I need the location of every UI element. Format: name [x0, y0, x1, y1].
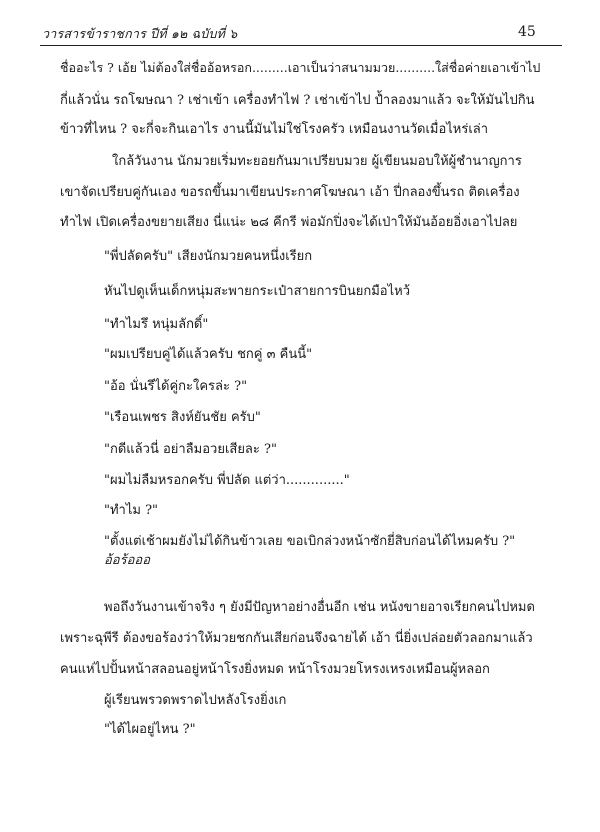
body-line: หันไปดูเห็นเด็กหนุ่มสะพายกระเป๋าสายการบินยกมือไหว้ — [104, 284, 411, 299]
body-line: กี่แล้วนั่น รถโฆษณา ? เช่าเข้า เครื่องทำไฟ ? เช่าเข้าไป ป้ำลองมาแล้ว จะให้มันไปกิน — [60, 93, 535, 108]
body-line: "ได้ไผอยู่ไหน ?" — [104, 722, 196, 737]
body-line: "อ้อ นั่นรึได้คู่กะใครล่ะ ?" — [104, 379, 248, 394]
page-number: 45 — [518, 24, 536, 40]
body-line: ใกล้วันงาน นักมวยเริ่มทะยอยกันมาเปรียบมวย ผู้เขียนมอบให้ผู้ชำนาญการ — [112, 154, 522, 169]
body-line: ชื่ออะไร ? เอ้ย ไม่ต้องใส่ชื่ออ้อหรอก.........เอาเป็นว่าสนามมวย..........ใส่ชื่อค่ายเอาเข้าไป — [60, 60, 541, 75]
header-title: วารสารข้าราชการ ปีที่ ๑๒ ฉบับที่ ๖ — [42, 26, 238, 41]
body-line: เพราะฉุพีรี ต้องขอร้องว่าให้มวยชกกันเสียก่อนจึงฉายได้ เอ้า นี่ยิ่งเปล่อยตัวลอกมาแล้ว — [60, 631, 533, 646]
body-line: พอถึงวันงานเข้าจริง ๆ ยังมีปัญหาอย่างอื่นอีก เช่น หนังขายอาจเรียกคนไปหมด — [104, 600, 535, 615]
body-line: "ทำไม ?" — [104, 503, 159, 518]
body-line: คนแห่ไปปั้นหน้าสลอนอยู่หน้าโรงยิ่งหมด หน้าโรงมวยโหรงเหรงเหมือนผู้หลอก — [60, 662, 490, 677]
body-line: "ตั้งแต่เช้าผมยังไม่ได้กินข้าวเลย ขอเบิกล่วงหน้าซักยี่สิบก่อนได้ไหมครับ ?" — [104, 534, 516, 549]
body-line: อ้อร้อออ — [104, 553, 151, 568]
body-line: "ผมเปรียบคู่ได้แล้วครับ ชกคู่ ๓ คืนนี้" — [104, 347, 313, 362]
body-line: "พี่ปลัดครับ" เสียงนักมวยคนหนึ่งเรียก — [104, 249, 313, 264]
header-rule — [40, 45, 562, 46]
body-line: ทำไฟ เปิดเครื่องขยายเสียง นี่แน่ะ ๒๘ คีกรี พ่อมักปิ่งจะได้เป่าให้มันอ้อยอิ่งเอาไปลย — [60, 215, 518, 230]
body-line: "ทำไมรึ หนุ่มลักดิ์" — [104, 317, 209, 332]
body-line: "กดีแล้วนี่ อย่าลืมอวยเสียละ ?" — [104, 442, 277, 457]
body-line: เขาจัดเปรียบคู่กันเอง ขอรถขึ้นมาเขียนประกาศโฆษณา เอ้า ปี่กลองขึ้นรถ ติดเครื่อง — [60, 185, 520, 200]
body-line: ผู้เรียนพรวดพราดไปหลังโรงยิ่งเก — [104, 693, 287, 708]
body-line: ข้าวที่ไหน ? จะกี่จะกินเอาไร งานนี้มันไม่ใช่โรงครัว เหมือนงานวัดเมื่อไหร่เล่า — [60, 122, 489, 137]
body-line: "เรือนเพชร สิงห์ยันชัย ครับ" — [104, 410, 261, 425]
body-line: "ผมไม่ลืมหรอกครับ พี่ปลัด แต่ว่า.............." — [104, 473, 350, 488]
